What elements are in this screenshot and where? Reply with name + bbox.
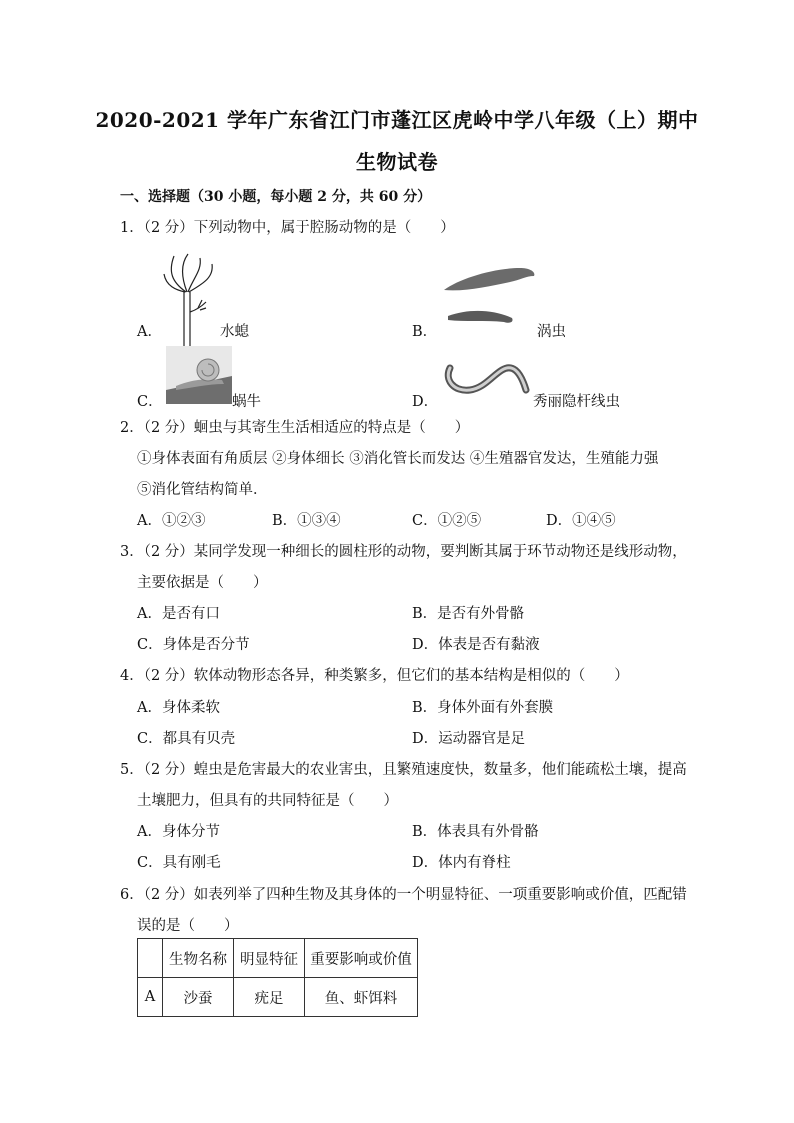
snail-image <box>166 346 232 404</box>
q4-stem: 4．（2 分）软体动物形态各异，种类繁多，但它们的基本结构是相似的（ ） <box>120 668 629 684</box>
q1-option-c-label: 蜗牛 <box>232 394 261 410</box>
q1-option-b-letter: B． <box>412 324 438 340</box>
q2-option-a: A．①②③ <box>137 513 206 529</box>
nematode-image <box>440 350 532 402</box>
table-header-cell: 生物名称 <box>163 939 234 978</box>
q3-option-a: A．是否有口 <box>137 606 220 622</box>
q5-stem-line1: 5．（2 分）蝗虫是危害最大的农业害虫，且繁殖速度快，数量多，他们能疏松土壤，提高 <box>120 762 687 778</box>
q4-option-a: A．身体柔软 <box>137 700 220 716</box>
exam-title-line1: 2020-2021 学年广东省江门市蓬江区虎岭中学八年级（上）期中 <box>95 108 699 132</box>
q5-stem-line2: 土壤肥力，但具有的共同特征是（ ） <box>137 793 398 809</box>
q3-option-c: C．身体是否分节 <box>137 637 250 653</box>
q4-option-c: C．都具有贝壳 <box>137 731 236 747</box>
q2-option-d: D．①④⑤ <box>546 513 616 529</box>
q4-option-b: B．身体外面有外套膜 <box>412 700 554 716</box>
hydra-image <box>162 252 220 360</box>
table-row <box>138 978 418 1017</box>
q3-stem-line1: 3．（2 分）某同学发现一种细长的圆柱形的动物，要判断其属于环节动物还是线形动物， <box>120 544 687 560</box>
table-header-cell: 重要影响或价值 <box>305 939 418 978</box>
table-cell: 鱼、虾饵料 <box>305 978 418 1017</box>
q5-option-a: A．身体分节 <box>137 824 220 840</box>
q5-option-c: C．具有刚毛 <box>137 855 221 871</box>
q2-stem: 2．（2 分）蛔虫与其寄生生活相适应的特点是（ ） <box>120 420 470 436</box>
table-cell: 沙蚕 <box>163 978 234 1017</box>
q2-option-b: B．①③④ <box>272 513 341 529</box>
q2-option-c: C．①②⑤ <box>412 513 482 529</box>
q4-option-d: D．运动器官是足 <box>412 731 526 747</box>
exam-title-line2: 生物试卷 <box>356 150 438 174</box>
q3-option-b: B．是否有外骨骼 <box>412 606 525 622</box>
q1-option-a-letter: A． <box>137 324 162 340</box>
q3-option-d: D．体表是否有黏液 <box>412 637 540 653</box>
q5-option-b: B．体表具有外骨骼 <box>412 824 539 840</box>
q1-option-c-letter: C． <box>137 394 163 410</box>
q6-stem-line2: 误的是（ ） <box>137 918 239 934</box>
section-heading: 一、选择题（30 小题，每小题 2 分，共 60 分） <box>120 189 432 205</box>
q2-items-line1: ①身体表面有角质层 ②身体细长 ③消化管长而发达 ④生殖器官发达，生殖能力强 <box>137 451 659 467</box>
table-header-row <box>138 939 418 978</box>
q1-option-b-label: 涡虫 <box>537 324 566 340</box>
q1-option-a-label: 水螅 <box>220 324 249 340</box>
q6-table <box>137 938 418 1017</box>
planarian-image <box>440 260 540 340</box>
q1-option-d-label: 秀丽隐杆线虫 <box>533 394 620 410</box>
q1-option-d-letter: D． <box>412 394 439 410</box>
table-cell: 疣足 <box>234 978 305 1017</box>
table-cell: A <box>138 978 163 1017</box>
q1-stem: 1．（2 分）下列动物中，属于腔肠动物的是（ ） <box>120 220 455 236</box>
q6-stem-line1: 6．（2 分）如表列举了四种生物及其身体的一个明显特征、一项重要影响或价值，匹配错 <box>120 887 687 903</box>
table-header-cell: 明显特征 <box>234 939 305 978</box>
table-header-cell <box>138 939 163 978</box>
q3-stem-line2: 主要依据是（ ） <box>137 575 268 591</box>
q5-option-d: D．体内有脊柱 <box>412 855 511 871</box>
q2-items-line2: ⑤消化管结构简单． <box>137 482 268 498</box>
